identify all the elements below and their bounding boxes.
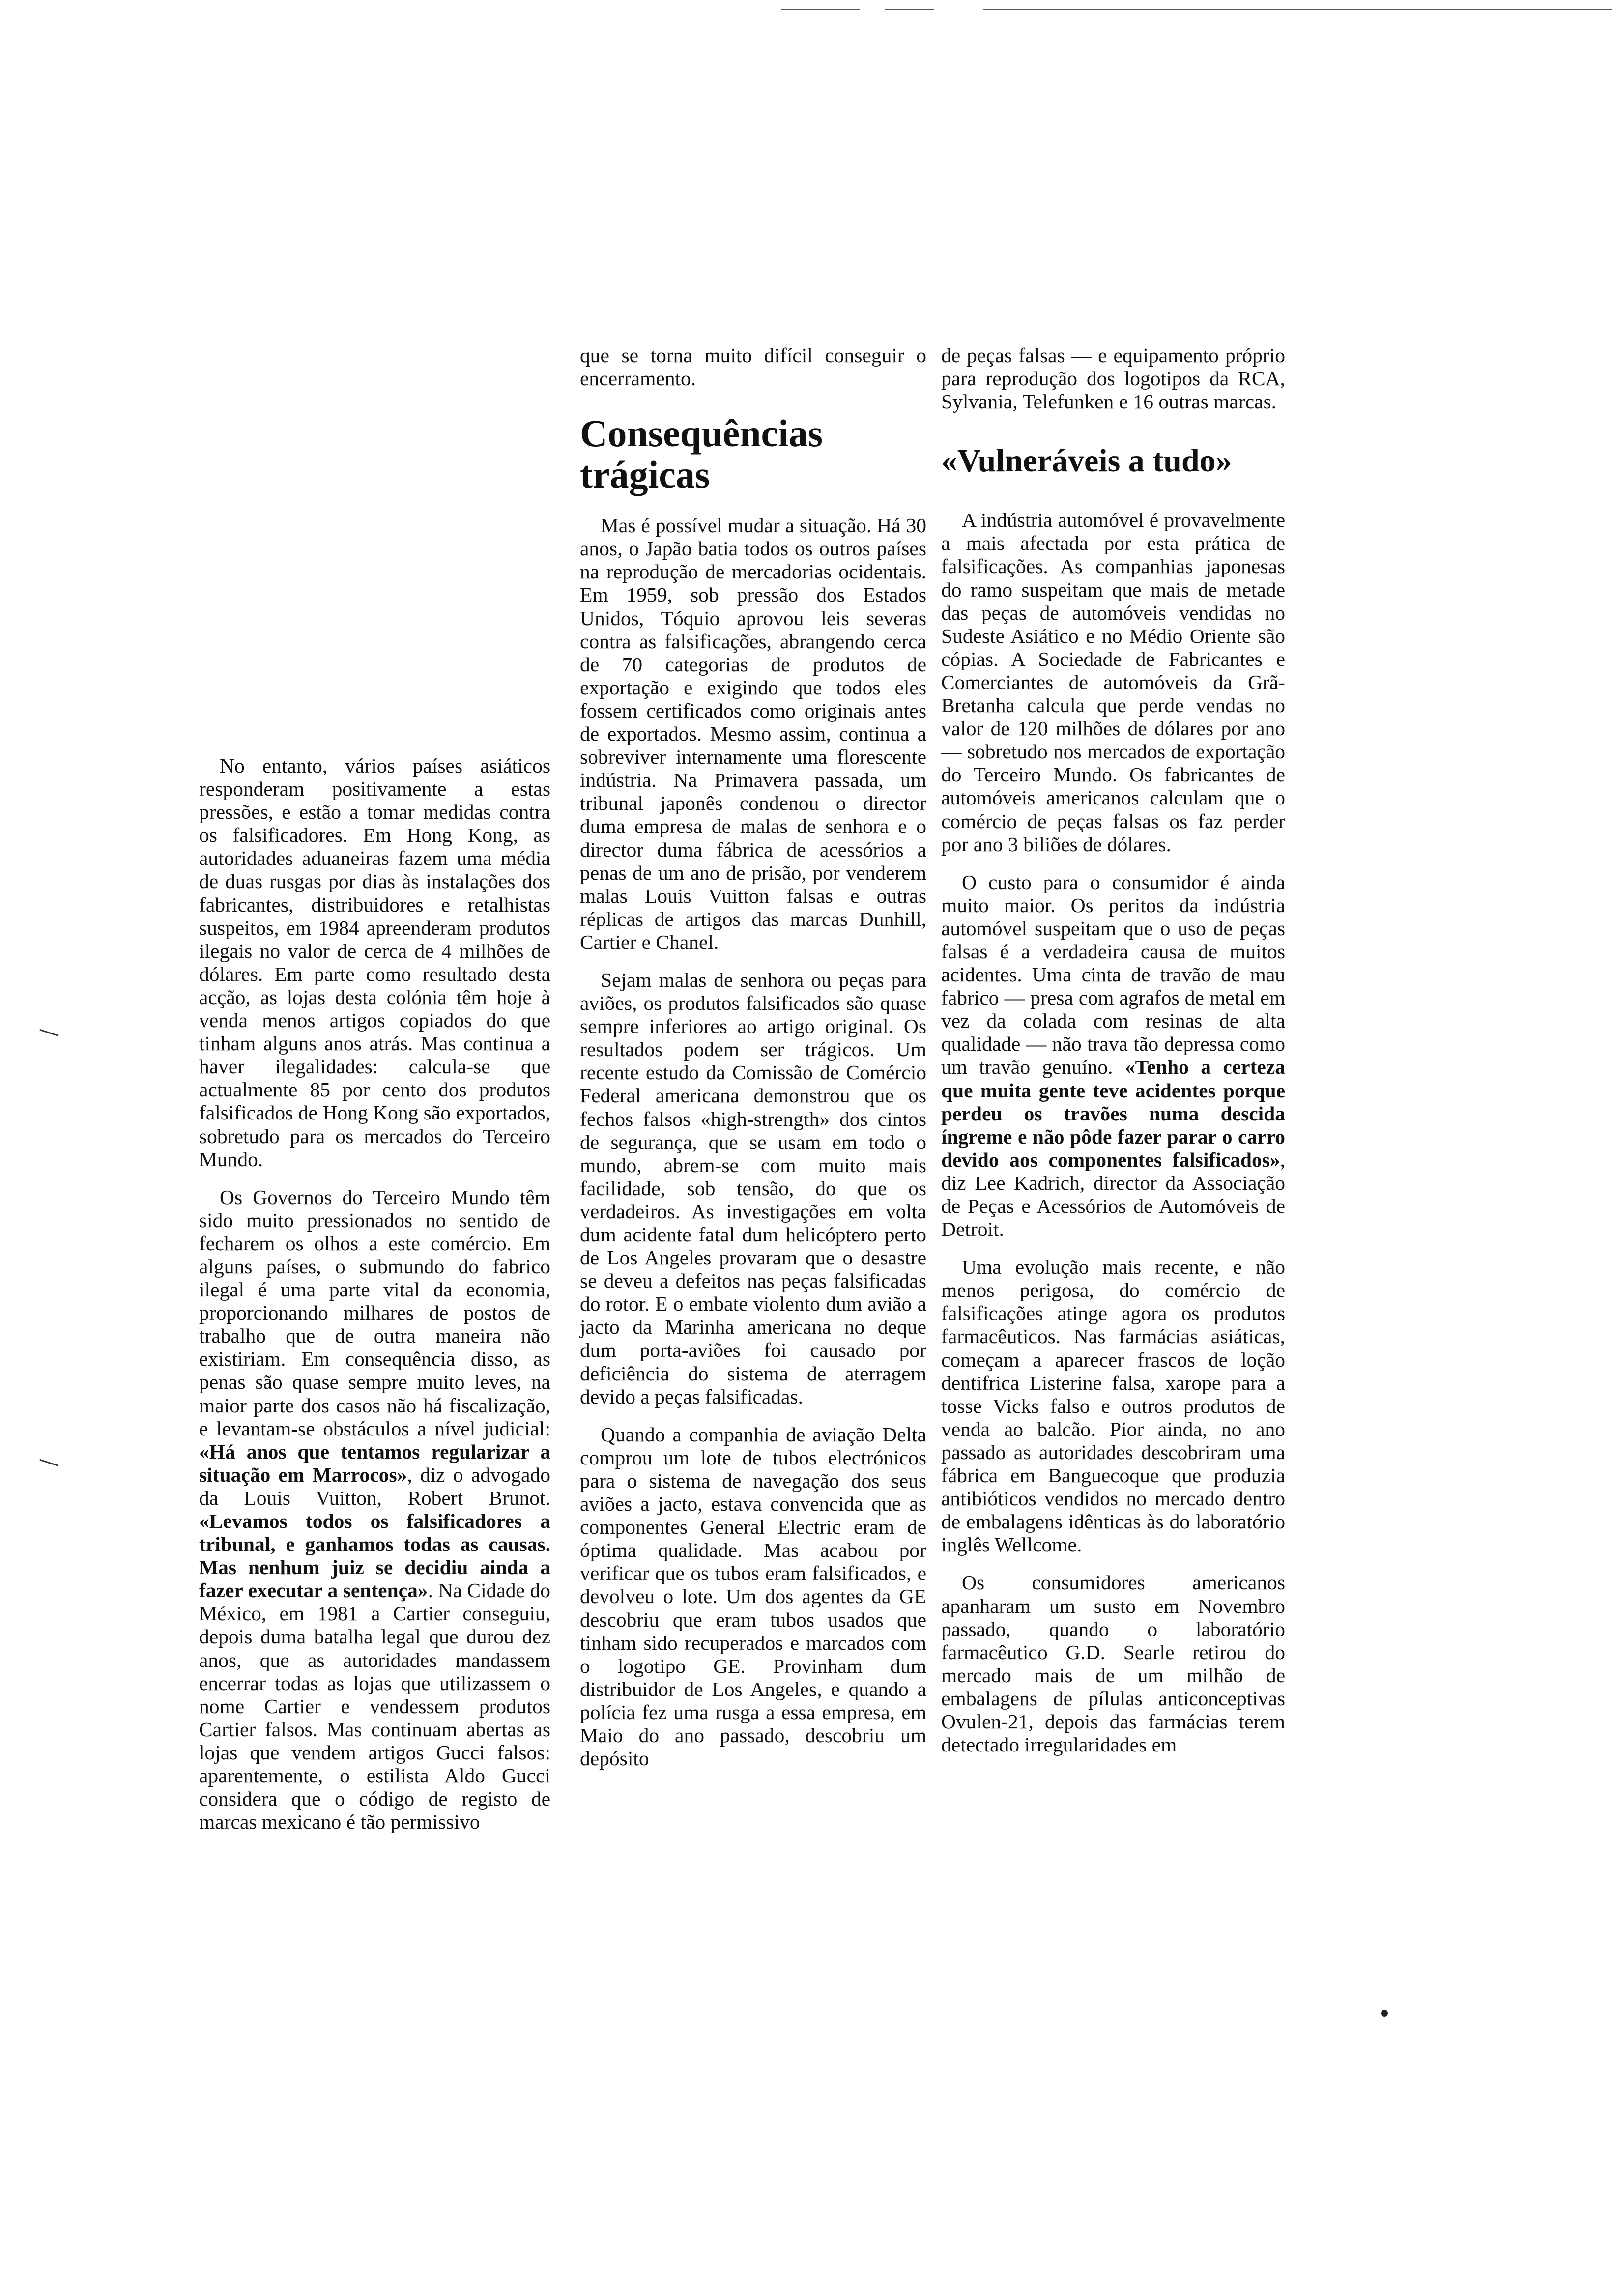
quote: «Há anos que tentamos regularizar a situação em Marrocos»	[199, 1440, 550, 1486]
article-column-1	[199, 754, 550, 1848]
scan-edge-line	[885, 9, 934, 10]
paragraph: Os Governos do Terceiro Mundo têm sido muito pressionados no sentido de fecharem os olhos a este comércio. Em alguns países, o submundo do fabrico ilegal é uma parte vital da economia, proporcionando milhares de postos de trabalho que de outra maneira não existiriam. Em consequência disso, as penas são quase sempre muito leves, na maior parte dos casos não há fiscalização, e levantam-se obstáculos a nível judicial: «Há anos que tentamos regularizar a situação em Marrocos», diz o advogado da Louis Vuitton, Robert Brunot. «Levamos todos os falsificadores a tribunal, e ganhamos todas as causas. Mas nenhum juiz se decidiu ainda a fazer executar a sentença». Na Cidade do México, em 1981 a Cartier conseguiu, depois duma batalha legal que durou dez anos, que as autoridades mandassem encerrar todas as lojas que utilizassem o nome Cartier e vendessem produtos Cartier falsos. Mas continuam abertas as lojas que vendem artigos Gucci falsos: aparentemente, o estilista Aldo Gucci considera que o código de registo de marcas mexicano é tão permissivo	[199, 1185, 550, 1834]
scan-edge-line	[781, 9, 860, 10]
paragraph: que se torna muito difícil conseguir o encerramento.	[580, 344, 926, 390]
paragraph: Os consumidores americanos apanharam um susto em Novembro passado, quando o laboratório farmacêutico G.D. Searle retirou do mercado mais de um milhão de embalagens de pílulas anticonceptivas Ovulen-21, depois das farmácias terem detectado irregularidades em	[941, 1571, 1285, 1756]
paragraph: O custo para o consumidor é ainda muito maior. Os peritos da indústria automóvel suspeitam que o uso de peças falsas é a verdadeira causa de muitos acidentes. Uma cinta de travão de mau fabrico — presa com agrafos de metal em vez da colada com resinas de alta qualidade — não trava tão depressa como um travão genuíno. «Tenho a certeza que muita gente teve acidentes porque perdeu os travões numa descida íngreme e não pôde fazer parar o carro devido aos componentes falsificados», diz Lee Kadrich, director da Associação de Peças e Acessórios de Automóveis de Detroit.	[941, 870, 1286, 1241]
paragraph: Uma evolução mais recente, e não menos perigosa, do comércio de falsificações atinge agora os produtos farmacêuticos. Nas farmácias asiáticas, começam a aparecer frascos de loção dentifrica Listerine falsa, xarope para a tosse Vicks falso e outros produtos de venda ao balcão. Pior ainda, no ano passado as autoridades descobriram uma fábrica em Banguecoque que produzia antibióticos vendidos no mercado dentro de embalagens idênticas às do laboratório inglês Wellcome.	[941, 1256, 1285, 1556]
paragraph: de peças falsas — e equipamento próprio para reprodução dos logotipos da RCA, Sylvania, Telefunken e 16 outras marcas.	[941, 344, 1285, 413]
article-column-2	[580, 344, 926, 1785]
scan-mark	[40, 1459, 59, 1466]
scan-mark	[40, 1029, 59, 1036]
paragraph: Sejam malas de senhora ou peças para aviões, os produtos falsificados são quase sempre inferiores ao artigo original. Os resultados podem ser trágicos. Um recente estudo da Comissão de Comércio Federal americana demonstrou que os fechos falsos «high-strength» dos cintos de segurança, que se usam em todo o mundo, abrem-se com muito mais facilidade, sob tensão, do que os verdadeiros. As investigações em volta dum acidente fatal dum helicóptero perto de Los Angeles provaram que o desastre se deveu a defeitos nas peças falsificadas do rotor. E o embate violento dum avião a jacto da Marinha americana no deque dum porta-aviões foi causado por deficiência do sistema de aterragem devido a peças falsificadas.	[580, 968, 926, 1408]
paragraph: Quando a companhia de aviação Delta comprou um lote de tubos electrónicos para o sistema de navegação dos seus aviões a jacto, estava convencida que as componentes General Electric eram de óptima qualidade. Mas acabou por verificar que os tubos eram falsificados, e devolveu o lote. Um dos agentes da GE descobriu que eram tubos usados que tinham sido recuperados e marcados com o logotipo GE. Provinham dum distribuidor de Los Angeles, e quando a polícia fez uma rusga a essa empresa, em Maio do ano passado, descobriu um depósito	[580, 1423, 926, 1770]
scan-edge-line	[983, 9, 1612, 10]
section-heading: «Vulneráveis a tudo»	[941, 443, 1232, 479]
paragraph: A indústria automóvel é provavelmente a mais afectada por esta prática de falsificações. As companhias japonesas do ramo suspeitam que mais de metade das peças de automóveis vendidas no Sudeste Asiático e no Médio Oriente são cópias. A Sociedade de Fabricantes e Comerciantes de automóveis da Grã-Bretanha calcula que perde vendas no valor de 120 milhões de dólares por ano — sobretudo nos mercados de exportação do Terceiro Mundo. Os fabricantes de automóveis americanos calculam que o comércio de peças falsas os faz perder por ano 3 biliões de dólares.	[941, 509, 1285, 856]
quote: «Levamos todos os falsificadores a tribunal, e ganhamos todas as causas. Mas nenhum juiz se decidiu ainda a fazer executar a sentença»	[199, 1510, 550, 1602]
paragraph: No entanto, vários países asiáticos responderam positivamente a estas pressões, e estão a tomar medidas contra os falsificadores. Em Hong Kong, as autoridades aduaneiras fazem uma média de duas rusgas por dias às instalações dos fabricantes, distribuidores e retalhistas suspeitos, em 1984 apreenderam produtos ilegais no valor de cerca de 4 milhões de dólares. Em parte como resultado desta acção, as lojas desta colónia têm hoje à venda menos artigos copiados do que tinham alguns anos atrás. Mas continua a haver ilegalidades: calcula-se que actualmente 85 por cento dos produtos falsificados de Hong Kong são exportados, sobretudo para os mercados do Terceiro Mundo.	[199, 754, 550, 1171]
quote: «Tenho a certeza que muita gente teve acidentes porque perdeu os travões numa descida íngreme e não pôde fazer parar o carro devido aos componentes falsificados»	[941, 1056, 1286, 1171]
paragraph: Mas é possível mudar a situação. Há 30 anos, o Japão batia todos os outros países na reprodução de mercadorias ocidentais. Em 1959, sob pressão dos Estados Unidos, Tóquio aprovou leis severas contra as falsificações, abrangendo cerca de 70 categorias de produtos de exportação e exigindo que todos eles fossem certificados como originais antes de exportados. Mesmo assim, continua a sobreviver internamente uma florescente indústria. Na Primavera passada, um tribunal japonês condenou o director duma empresa de malas de senhora e o director duma fábrica de acessórios a penas de um ano de prisão, por venderem malas Louis Vuitton falsas e outras réplicas de artigos das marcas Dunhill, Cartier e Chanel.	[580, 514, 926, 953]
section-heading: Consequências trágicas	[580, 412, 823, 496]
article-column-3	[941, 344, 1285, 1771]
scan-speck	[1381, 2010, 1388, 2017]
